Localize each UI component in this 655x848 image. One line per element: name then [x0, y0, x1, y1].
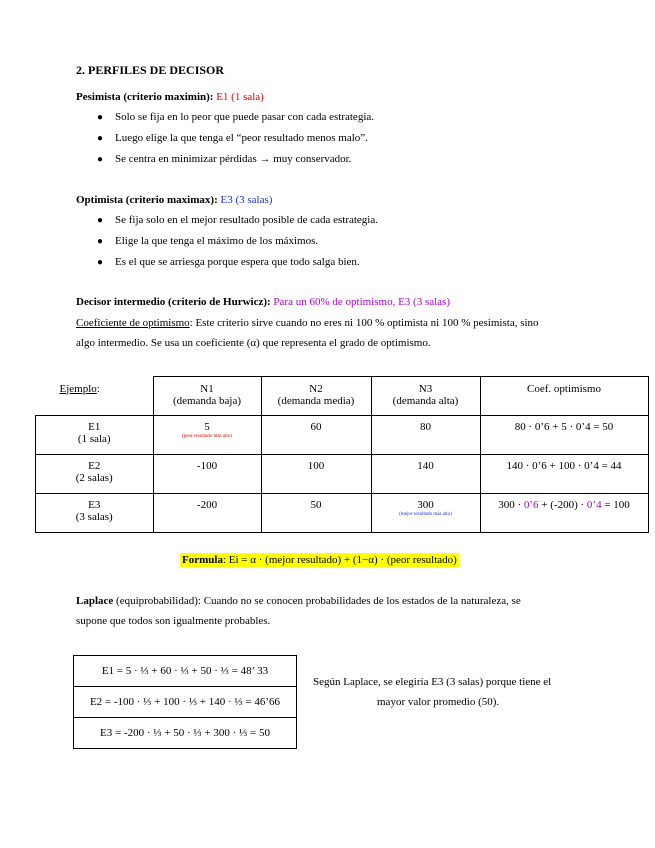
formula-text: : Ei = α · (mejor resultado) + (1−α) · (peor resultado) — [222, 554, 457, 566]
bullet-icon: ● — [97, 257, 104, 268]
header-n2 — [261, 377, 371, 416]
row-e1-name — [36, 416, 154, 455]
header-n2-name: N2 — [309, 383, 323, 395]
row-e3-n3 — [371, 494, 480, 533]
coef-term: Coeficiente de optimismo — [76, 317, 190, 329]
row-e2-n1: -100 — [153, 455, 261, 494]
row-e2-n2: 100 — [261, 455, 371, 494]
pesimista-bullet-1: Solo se fija en lo peor que puede pasar con cada estrategia. — [115, 111, 375, 123]
row-e2-name — [36, 455, 154, 494]
laplace-conclusion-1: Según Laplace, se elegiría E3 (3 salas) porque tiene el — [313, 676, 552, 688]
header-n3 — [371, 377, 480, 416]
pesimista-bullet-2: Luego elige la que tenga el “peor resultado menos malo”. — [115, 132, 368, 144]
bullet-icon: ● — [97, 112, 104, 123]
row-e3-coef-c: + (-200) · — [538, 499, 587, 511]
row-e1-n1-note: (peor resultado más alto) — [182, 434, 232, 439]
laplace-label: Laplace — [76, 595, 114, 607]
table-row — [36, 416, 649, 455]
example-table — [35, 376, 649, 533]
laplace-row — [74, 687, 297, 718]
laplace-eq-1: E1 = 5 · ⅓ + 60 · ⅓ + 50 · ⅓ = 48’ 33 — [74, 656, 297, 687]
pesimista-result: E1 (1 sala) — [216, 91, 264, 103]
row-e1-sub: (1 sala) — [77, 433, 111, 445]
intermedio-line-1 — [76, 317, 539, 329]
formula-label: Formula — [182, 554, 223, 566]
bullet-icon: ● — [97, 154, 104, 165]
header-n2-sub: (demanda media) — [277, 395, 355, 407]
bullet-icon: ● — [97, 215, 104, 226]
example-colon: : — [96, 382, 100, 395]
pesimista-heading — [76, 91, 264, 103]
optimista-heading — [76, 194, 272, 206]
table-row — [36, 455, 649, 494]
pesimista-label: Pesimista (criterio maximin): — [76, 91, 214, 103]
header-n1-sub: (demanda baja) — [172, 395, 242, 407]
row-e2-coef: 140 · 0’6 + 100 · 0’4 = 44 — [480, 455, 648, 494]
header-coef — [480, 377, 648, 416]
header-n3-name: N3 — [418, 383, 433, 395]
row-e1-n1-value: 5 — [204, 421, 210, 433]
intermedio-line-1-rest: : Este criterio sirve cuando no eres ni 100 % optimista ni 100 % pesimista, sino — [189, 317, 539, 329]
row-e3-label: E3 — [88, 499, 101, 511]
laplace-conclusion-2: mayor valor promedio (50). — [377, 696, 500, 708]
table-row — [36, 494, 649, 533]
laplace-line-2: supone que todos son igualmente probables. — [76, 615, 271, 627]
header-n1-name: N1 — [200, 383, 214, 395]
row-e3-n3-note: (mejor resultado más alto) — [399, 512, 452, 517]
row-e2-label: E2 — [88, 460, 101, 472]
intermedio-label: Decisor intermedio (criterio de Hurwicz): — [76, 296, 271, 308]
row-e3-n2: 50 — [261, 494, 371, 533]
row-e3-coef-b: 0’6 — [523, 499, 539, 511]
row-e1-n2: 60 — [261, 416, 371, 455]
laplace-table — [73, 655, 297, 749]
laplace-line-1-rest: (equiprobabilidad): Cuando no se conocen probabilidades de los estados de la naturaleza, se — [113, 595, 521, 607]
table-header-row — [36, 377, 649, 416]
laplace-eq-2: E2 = -100 · ⅓ + 100 · ⅓ + 140 · ⅓ = 46’66 — [74, 687, 297, 718]
example-label: Ejemplo — [59, 382, 97, 395]
row-e3-coef-d: 0’4 — [586, 499, 602, 511]
optimista-label: Optimista (criterio maximax): — [76, 194, 218, 206]
optimista-result: E3 (3 salas) — [220, 194, 273, 206]
pesimista-bullet-3: Se centra en minimizar pérdidas → muy conservador. — [115, 153, 352, 165]
intermedio-heading — [76, 296, 450, 308]
row-e1-n1 — [153, 416, 261, 455]
laplace-row — [74, 718, 297, 749]
row-e2-n3: 140 — [371, 455, 480, 494]
row-e3-coef — [480, 494, 648, 533]
laplace-eq-3: E3 = -200 · ⅓ + 50 · ⅓ + 300 · ⅓ = 50 — [74, 718, 297, 749]
row-e3-coef-e: = 100 — [601, 499, 630, 511]
header-coef-name: Coef. optimismo — [527, 383, 601, 395]
header-n3-sub: (demanda alta) — [392, 395, 459, 407]
row-e3-sub: (3 salas) — [75, 511, 113, 523]
row-e3-coef-a: 300 · — [498, 499, 524, 511]
row-e3-n3-value: 300 — [417, 499, 434, 511]
optimista-bullet-3: Es el que se arriesga porque espera que todo salga bien. — [115, 256, 360, 268]
formula-highlight — [180, 553, 459, 567]
bullet-icon: ● — [97, 133, 104, 144]
intermedio-result: Para un 60% de optimismo, E3 (3 salas) — [273, 296, 451, 308]
row-e3-name — [36, 494, 154, 533]
example-label-cell — [36, 377, 154, 416]
optimista-bullet-2: Elige la que tenga el máximo de los máximos. — [115, 235, 319, 247]
row-e1-n3: 80 — [371, 416, 480, 455]
bullet-icon: ● — [97, 236, 104, 247]
section-title: 2. PERFILES DE DECISOR — [76, 63, 225, 77]
optimista-bullet-1: Se fija solo en el mejor resultado posible de cada estrategia. — [115, 214, 378, 226]
intermedio-line-2: algo intermedio. Se usa un coeficiente (α) que representa el grado de optimismo. — [76, 337, 431, 349]
row-e3-n1: -200 — [153, 494, 261, 533]
row-e2-sub: (2 salas) — [75, 472, 113, 484]
laplace-row — [74, 656, 297, 687]
row-e1-coef: 80 · 0’6 + 5 · 0’4 = 50 — [480, 416, 648, 455]
header-n1 — [153, 377, 261, 416]
laplace-line-1 — [76, 595, 521, 607]
row-e1-label: E1 — [88, 421, 101, 433]
